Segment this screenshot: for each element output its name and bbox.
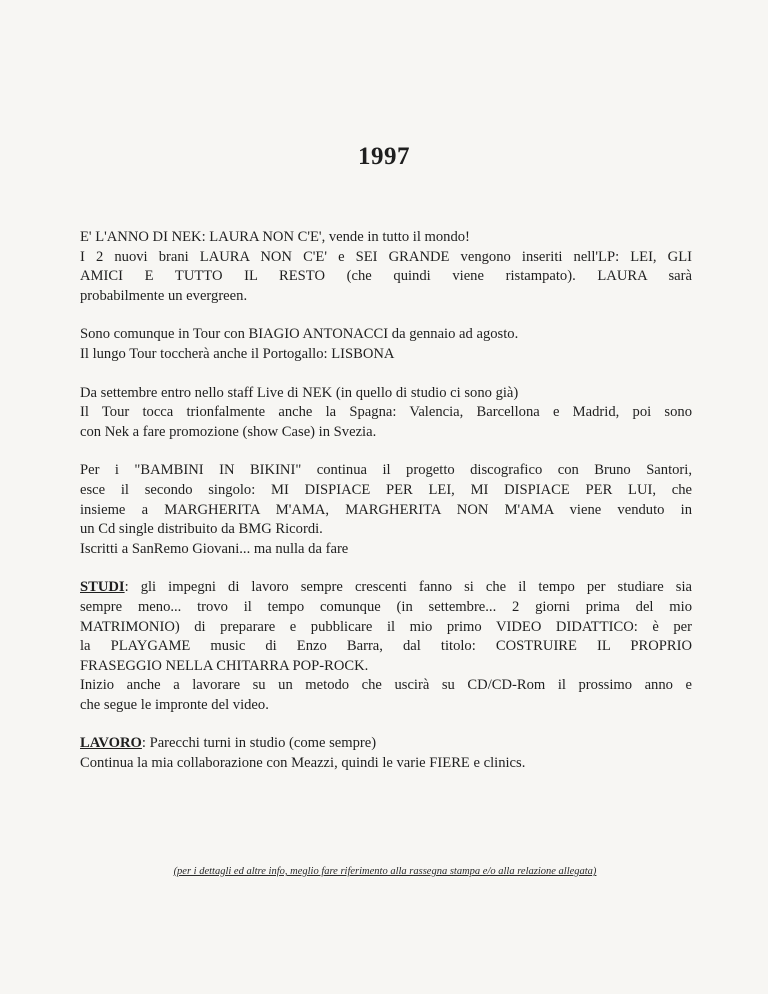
paragraph-nek-year [80,228,692,306]
text-line: probabilmente un evergreen. [80,287,248,304]
text-line: esce il secondo singolo: MI DISPIACE PER LEI, MI DISPIACE PER LUI, che [80,481,692,498]
text-line: FRASEGGIO NELLA CHITARRA POP-ROCK. [80,657,369,674]
text-line: Inizio anche a lavorare su un metodo che uscirà su CD/CD-Rom il prossimo anno e [80,677,692,694]
text-line: I 2 nuovi brani LAURA NON C'E' e SEI GRANDE vengono inseriti nell'LP: LEI, GLI [80,248,692,265]
paragraph-staff-live-nek [80,384,692,443]
text-line: che segue le impronte del video. [80,696,269,713]
lavoro-label: LAVORO [80,735,142,752]
text-line: insieme a MARGHERITA M'AMA, MARGHERITA NON M'AMA viene venduto in [80,501,692,518]
text-line: Il Tour tocca trionfalmente anche la Spagna: Valencia, Barcellona e Madrid, poi sono [80,404,692,421]
text-line: Sono comunque in Tour con BIAGIO ANTONACCI da gennaio ad agosto. [80,326,519,343]
footnote: (per i dettagli ed altre info, meglio fare riferimento alla rassegna stampa e/o alla relazione allegata) [173,866,597,877]
paragraph-tour-antonacci [80,325,692,364]
text-line: MATRIMONIO) di preparare e pubblicare il mio primo VIDEO DIDATTICO: è per [80,618,692,635]
studi-first-line: : gli impegni di lavoro sempre crescenti fanno si che il tempo per studiare sia [124,579,692,596]
paragraph-lavoro [80,734,692,773]
lavoro-first-line: : Parecchi turni in studio (come sempre) [141,735,377,752]
text-line [80,734,692,754]
text-line: Da settembre entro nello staff Live di NEK (in quello di studio ci sono già) [80,384,519,401]
text-line: sempre meno... trovo il tempo comunque (in settembre... 2 giorni prima del mio [80,598,692,615]
text-line: Per i "BAMBINI IN BIKINI" continua il progetto discografico con Bruno Santori, [80,462,692,479]
paragraph-studi [80,578,692,715]
document-body [80,228,692,793]
text-line: la PLAYGAME music di Enzo Barra, dal titolo: COSTRUIRE IL PROPRIO [80,638,692,655]
text-line: un Cd single distribuito da BMG Ricordi. [80,521,323,538]
paragraph-bambini-in-bikini [80,461,692,559]
text-line: Continua la mia collaborazione con Meazzi, quindi le varie FIERE e clinics. [80,755,526,772]
page-title: 1997 [358,143,410,170]
text-line [80,578,692,598]
text-line: E' L'ANNO DI NEK: LAURA NON C'E', vende in tutto il mondo! [80,229,470,245]
text-line: con Nek a fare promozione (show Case) in Svezia. [80,423,377,440]
text-line: Iscritti a SanRemo Giovani... ma nulla da fare [80,540,349,557]
studi-label: STUDI [80,579,125,596]
text-line: AMICI E TUTTO IL RESTO (che quindi viene ristampato). LAURA sarà [80,268,692,285]
text-line: Il lungo Tour toccherà anche il Portogallo: LISBONA [80,345,395,362]
